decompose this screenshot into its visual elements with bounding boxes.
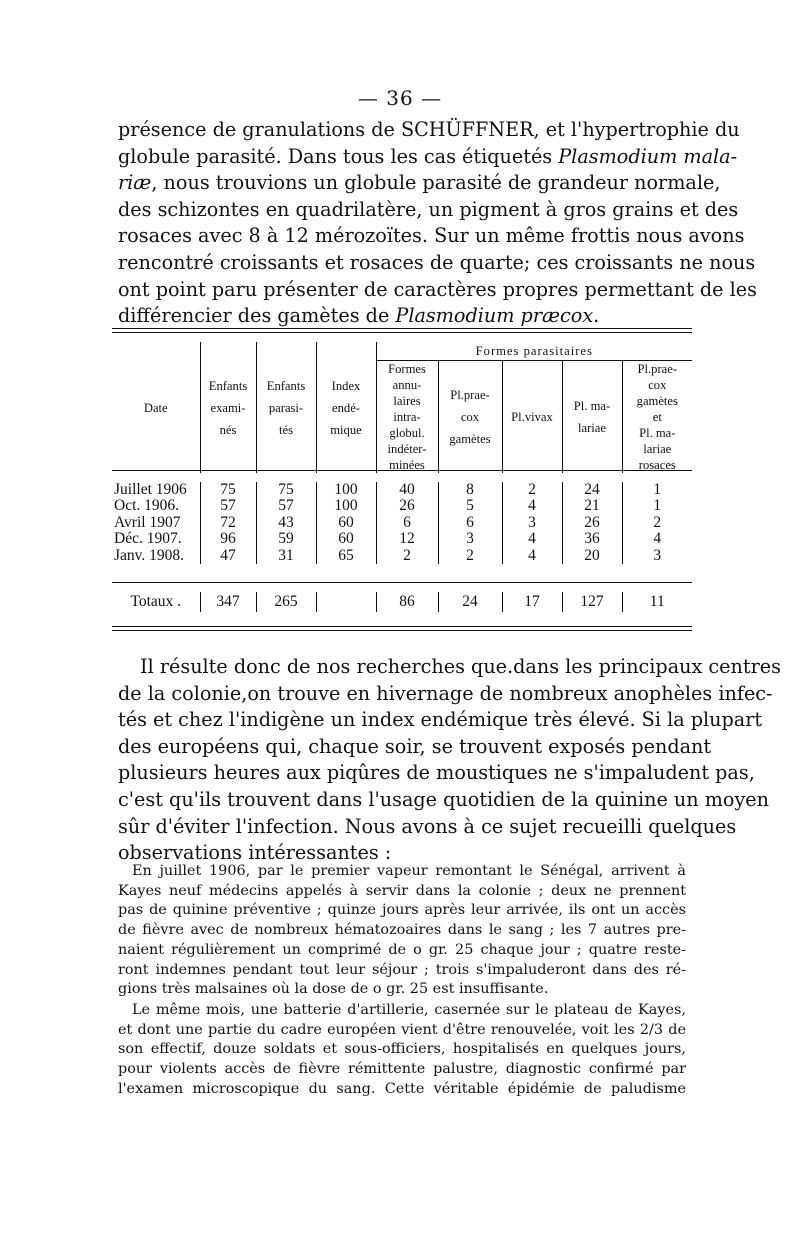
cell-parasites: 75 <box>256 482 316 498</box>
text-line: son effectif, douze soldats et sous-officiers, hospitalisés en quelques jours, <box>118 1041 686 1058</box>
cell-rosaces: 1 <box>622 482 692 498</box>
cell-vivax: 4 <box>502 498 562 514</box>
cell-index: 100 <box>316 498 376 514</box>
result-paragraph <box>118 654 781 867</box>
table-header <box>112 342 692 473</box>
cell-examines: 57 <box>200 498 256 514</box>
cell-index: 60 <box>316 531 376 547</box>
text-line: des européens qui, chaque soir, se trouvent exposés pendant <box>118 734 712 758</box>
text-line: l'examen microscopique du sang. Cette véritable épidémie de paludisme <box>118 1080 686 1097</box>
cell-praecox: 6 <box>438 515 502 531</box>
text-line: des schizontes en quadrilatère, un pigment à gros grains et des <box>118 197 739 221</box>
cell-parasites: 57 <box>256 498 316 514</box>
table-bottom-rule-inner <box>112 630 692 631</box>
cell-index: 65 <box>316 548 376 564</box>
text-line: Il résulte donc de nos recherches que.dans les principaux centres <box>140 655 781 678</box>
cell-malariae: 24 <box>562 482 622 498</box>
cell-rosaces: 1 <box>622 498 692 514</box>
table-row <box>112 531 692 547</box>
header-index-endemique: Index endé- mique <box>316 342 376 473</box>
table-bottom-rule <box>112 626 692 627</box>
cell-examines: 47 <box>200 548 256 564</box>
cell-examines: 96 <box>200 531 256 547</box>
table-row <box>112 482 692 498</box>
cell-date: Avril 1907 <box>114 513 181 531</box>
cell-index: 60 <box>316 515 376 531</box>
cell-annulaires: 40 <box>376 482 438 498</box>
cell-index: 100 <box>316 482 376 498</box>
text-line: Kayes neuf médecins appelés à servir dans la colonie ; deux ne prennent <box>118 882 686 899</box>
header-pl-vivax: Pl.vivax <box>502 361 562 474</box>
cell-parasites: 43 <box>256 515 316 531</box>
page-number: — 36 — <box>357 86 443 110</box>
text-line: pas de quinine préventive ; quinze jours après leur arrivée, ils ont un accès <box>118 902 686 919</box>
cell-malariae: 20 <box>562 548 622 564</box>
observation-2 <box>118 1001 686 1100</box>
cell-date: Janv. 1908. <box>114 546 185 564</box>
table-body <box>112 482 692 564</box>
text-line: riæ, nous trouvions un globule parasité de grandeur normale, <box>118 171 721 195</box>
cell-vivax: 3 <box>502 515 562 531</box>
header-date: Date <box>143 400 168 415</box>
cell-vivax: 2 <box>502 482 562 498</box>
cell-annulaires: 26 <box>376 498 438 514</box>
cell-date: Juillet 1906 <box>114 481 187 498</box>
totals-praecox: 24 <box>438 592 502 612</box>
cell-malariae: 36 <box>562 531 622 547</box>
totals-index <box>316 592 376 612</box>
cell-praecox: 5 <box>438 498 502 514</box>
intro-paragraph <box>118 117 757 330</box>
header-pl-praecox-gametes: Pl.prae- cox gamètes <box>438 361 502 474</box>
text-line: Le même mois, une batterie d'artillerie, casernée sur le plateau de Kayes, <box>132 1002 686 1018</box>
text-line: différencier des gamètes de Plasmodium præcox. <box>118 304 600 328</box>
cell-rosaces: 4 <box>622 531 692 547</box>
cell-parasites: 59 <box>256 531 316 547</box>
text-line: ont point paru présenter de caractères propres permettant de les <box>118 277 757 301</box>
text-line: globule parasité. Dans tous les cas étiquetés Plasmodium mala- <box>118 144 738 168</box>
cell-parasites: 31 <box>256 548 316 564</box>
text-line: observations intéressantes : <box>118 841 392 865</box>
cell-praecox: 2 <box>438 548 502 564</box>
cell-praecox: 3 <box>438 531 502 547</box>
cell-examines: 72 <box>200 515 256 531</box>
table-row <box>112 548 692 564</box>
body-bottom-rule <box>112 582 692 583</box>
header-bottom-rule <box>112 470 692 471</box>
text-line: pour violents accès de fièvre rémittente palustre, diagnostic confirmé par <box>118 1061 686 1078</box>
text-line: tés et chez l'indigène un index endémique très élevé. Si la plupart <box>118 708 763 732</box>
header-pl-praecox-malariae-rosaces: Pl.prae- cox gamètes et Pl. ma- lariae rosaces <box>622 361 692 474</box>
cell-praecox: 8 <box>438 482 502 498</box>
cell-vivax: 4 <box>502 548 562 564</box>
cell-rosaces: 2 <box>622 515 692 531</box>
text-line: et dont une partie du cadre européen vient d'être renouvelée, voit les 2/3 de <box>118 1021 686 1038</box>
text-line: rosaces avec 8 à 12 mérozoïtes. Sur un même frottis nous avons <box>118 224 745 248</box>
totals-malariae: 127 <box>562 592 622 612</box>
text-line: naient régulièrement un comprimé de o gr. 25 chaque jour ; quatre reste- <box>118 941 686 958</box>
text-line: de la colonie,on trouve en hivernage de nombreux anophèles infec- <box>118 681 773 705</box>
text-line: présence de granulations de SCHÜFFNER, et l'hypertrophie du <box>118 118 740 141</box>
cell-malariae: 21 <box>562 498 622 514</box>
observation-1 <box>118 862 686 1000</box>
cell-date: Oct. 1906. <box>114 497 180 515</box>
cell-rosaces: 3 <box>622 548 692 564</box>
text-line: ront indemnes pendant tout leur séjour ; trois s'impaluderont dans des ré- <box>118 961 686 978</box>
cell-annulaires: 6 <box>376 515 438 531</box>
cell-annulaires: 12 <box>376 531 438 547</box>
table-row <box>112 515 692 531</box>
text-line: sûr d'éviter l'infection. Nous avons à ce sujet recueilli quelques <box>118 814 737 838</box>
header-formes-annulaires: Formes annu- laires intra- globul. indéter- minées <box>376 361 438 474</box>
totals-annulaires: 86 <box>376 592 438 612</box>
table-top-rule-inner <box>112 332 692 333</box>
header-enfants-examines: Enfants exami- nés <box>200 342 256 473</box>
table-top-rule <box>112 328 692 329</box>
totals-parasites: 265 <box>256 592 316 612</box>
totals-rosaces: 11 <box>622 592 692 612</box>
text-line: En juillet 1906, par le premier vapeur remontant le Sénégal, arrivent à <box>132 863 686 879</box>
cell-annulaires: 2 <box>376 548 438 564</box>
text-line: rencontré croissants et rosaces de quarte; ces croissants ne nous <box>118 250 756 274</box>
header-enfants-parasites: Enfants parasi- tés <box>256 342 316 473</box>
cell-date: Déc. 1907. <box>114 530 182 548</box>
cell-vivax: 4 <box>502 531 562 547</box>
text-line: c'est qu'ils trouvent dans l'usage quotidien de la quinine un moyen <box>118 787 770 811</box>
text-line: de fièvre avec de nombreux hématozoaires dans le sang ; les 7 autres pre- <box>118 922 686 939</box>
totals-examines: 347 <box>200 592 256 612</box>
header-formes-parasitaires: Formes parasitaires <box>376 342 692 361</box>
table-row <box>112 498 692 514</box>
cell-examines: 75 <box>200 482 256 498</box>
text-line: plusieurs heures aux piqûres de moustiques ne s'impaludent pas, <box>118 761 755 785</box>
cell-malariae: 26 <box>562 515 622 531</box>
totals-vivax: 17 <box>502 592 562 612</box>
header-pl-malariae: Pl. ma- lariae <box>562 361 622 474</box>
text-line: gions très malsaines où la dose de o gr. 25 est insuffisante. <box>118 981 549 998</box>
totals-row <box>112 592 692 612</box>
totals-label: Totaux . <box>130 593 182 610</box>
